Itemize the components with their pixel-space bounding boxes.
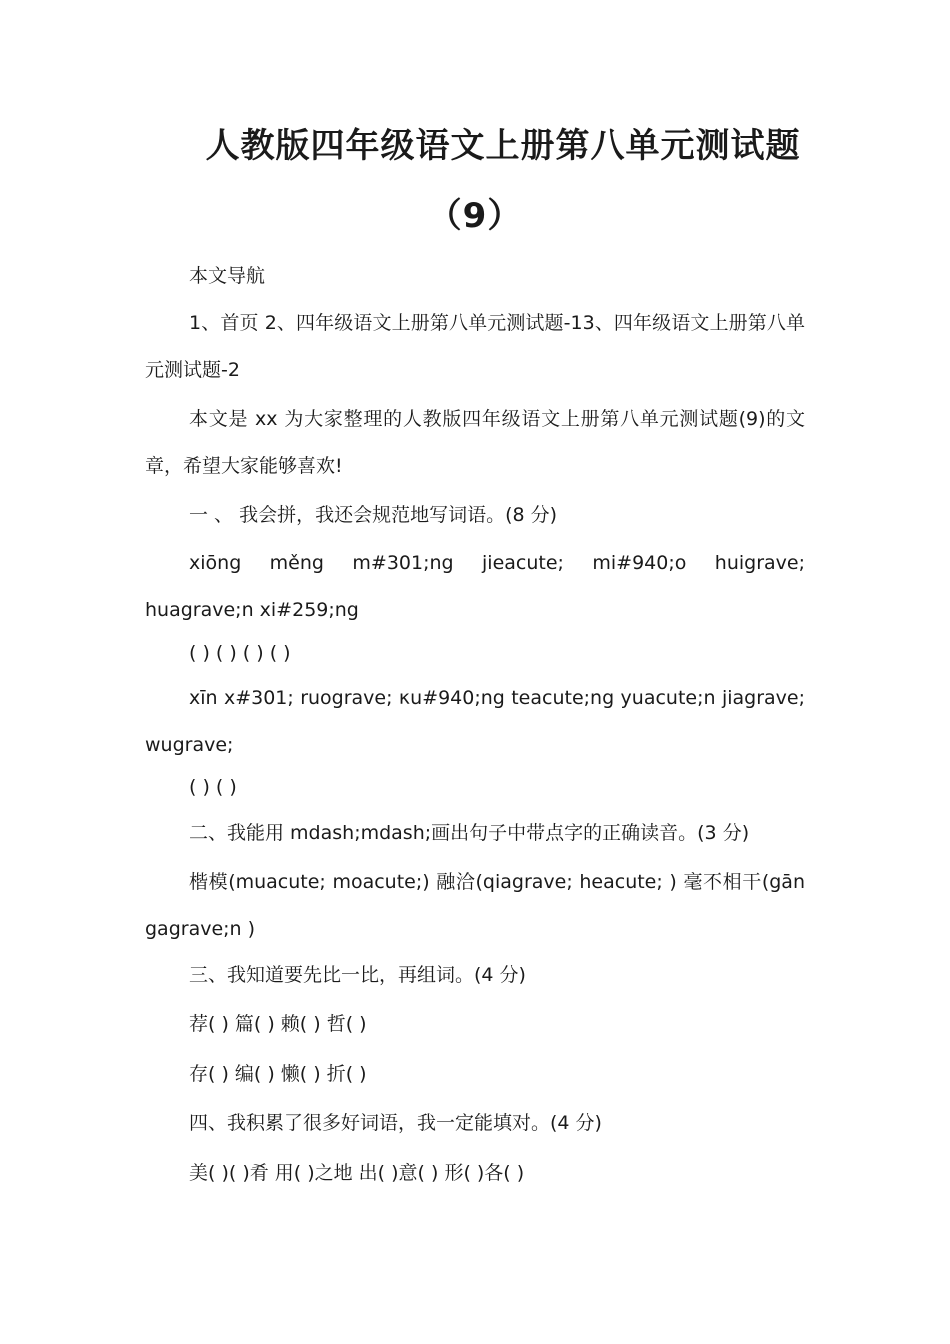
section-1-blanks-row-1: ( ) ( ) ( ) ( )	[189, 642, 291, 664]
section-3-heading: 三、我知道要先比一比，再组词。(4 分)	[189, 964, 526, 986]
section-3-row-2: 存( ) 编( ) 懒( ) 折( )	[189, 1063, 367, 1085]
document-title: 人教版四年级语文上册第八单元测试题	[205, 126, 801, 166]
nav-links: 1、首页 2、四年级语文上册第八单元测试题-13、四年级语文上册第八单元测试题-2	[145, 312, 805, 381]
intro-paragraph: 本文是 xx 为大家整理的人教版四年级语文上册第八单元测试题(9)的文章，希望大家能够喜欢!	[145, 408, 805, 477]
section-1-heading: 一 、 我会拼，我还会规范地写词语。(8 分)	[189, 504, 558, 526]
section-4-row-1: 美( )( )肴 用( )之地 出( )意( ) 形( )各( )	[189, 1162, 525, 1184]
section-3-row-1: 荐( ) 篇( ) 赖( ) 哲( )	[189, 1013, 367, 1035]
section-1-pinyin-row-2: xīn x#301; ruograve; κu#940;ng teacute;ng yuacute;n jiagrave; wugrave;	[145, 687, 805, 756]
document-title-number: （9）	[427, 196, 523, 236]
section-2-heading: 二、我能用 mdash;mdash;画出句子中带点字的正确读音。(3 分)	[189, 822, 750, 844]
section-4-heading: 四、我积累了很多好词语，我一定能填对。(4 分)	[189, 1112, 602, 1134]
section-1-blanks-row-2: ( ) ( )	[189, 776, 237, 798]
section-2-content: 楷模(muacute; moacute;) 融洽(qiagrave; heacute; ) 毫不相干(gān gagrave;n )	[145, 871, 805, 940]
nav-heading: 本文导航	[189, 265, 266, 287]
section-1-pinyin-row-1: xiōng měng m#301;ng jieacute; mi#940;o huigrave; huagrave;n xi#259;ng	[145, 552, 805, 621]
